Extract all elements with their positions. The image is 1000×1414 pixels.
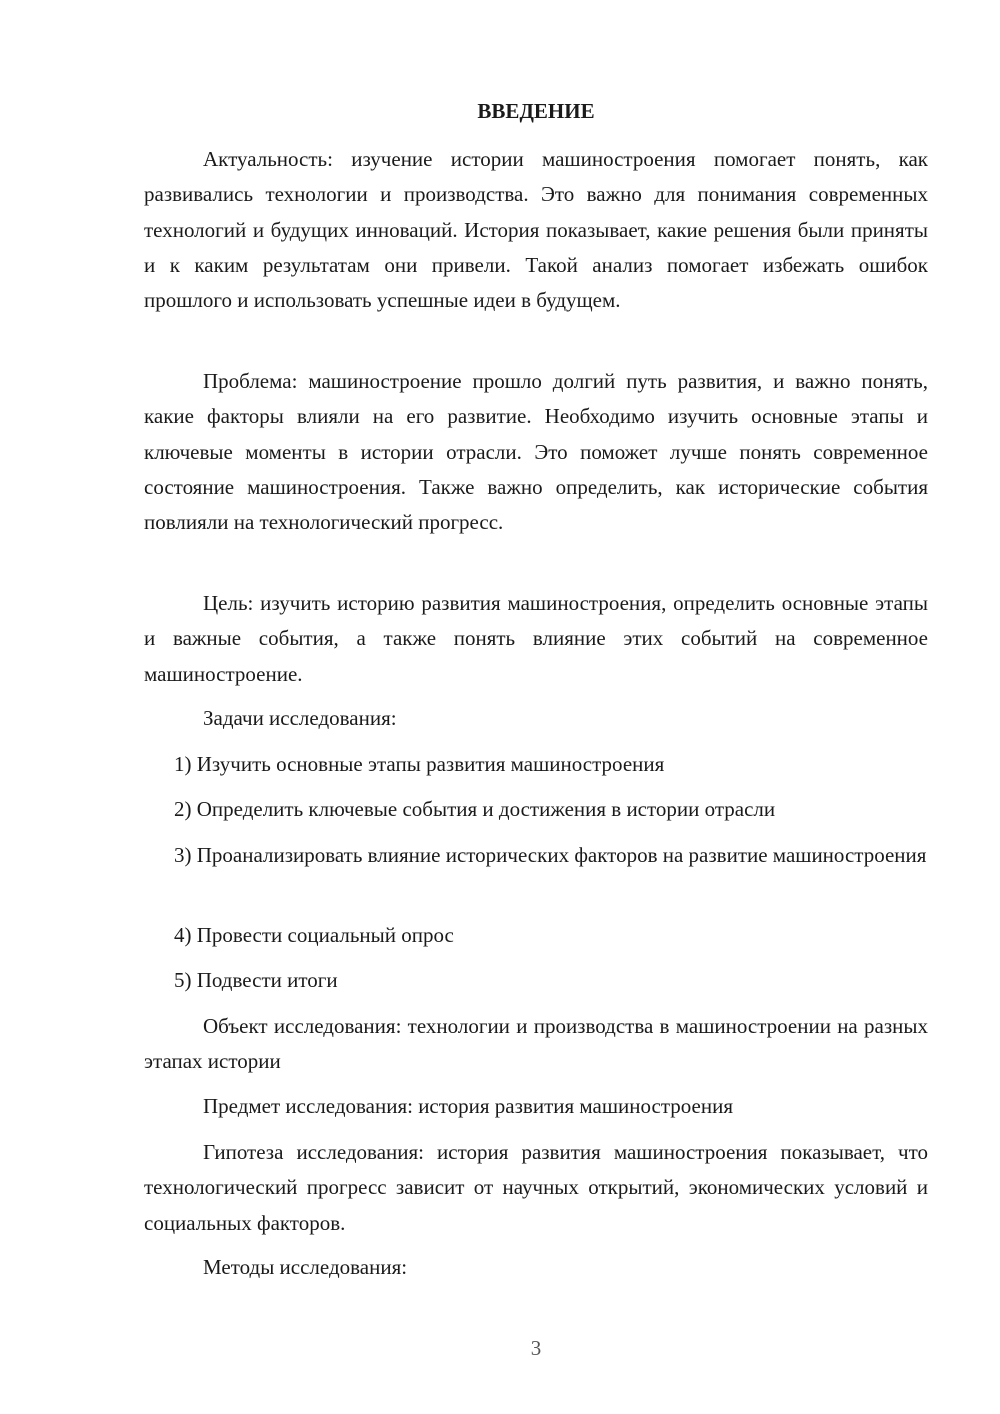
task-item-3: 3) Проанализировать влияние исторических факторов на развитие машиностроения xyxy=(174,843,927,867)
task-item-5: 5) Подвести итоги xyxy=(174,968,338,992)
paragraph-hypothesis: Гипотеза исследования: история развития машиностроения показывает, что технологический прогресс зависит от научных открытий, экономических условий и социальных факторов. xyxy=(144,1140,928,1235)
methods-heading: Методы исследования: xyxy=(203,1255,408,1279)
task-item-2: 2) Определить ключевые события и достижения в истории отрасли xyxy=(174,797,776,821)
document-page xyxy=(144,0,928,1414)
page-number: 3 xyxy=(530,1336,542,1360)
page-title: ВВЕДЕНИЕ xyxy=(477,99,595,123)
paragraph-problem: Проблема: машиностроение прошло долгий путь развития, и важно понять, какие факторы влияли на его развитие. Необходимо изучить основные этапы и ключевые моменты в истории отрасли. Это поможет лучше понять современное состояние машиностроения. Также важно определить, как исторические события повлияли на технологический прогресс. xyxy=(144,369,928,535)
tasks-heading: Задачи исследования: xyxy=(203,706,397,730)
task-item-1: 1) Изучить основные этапы развития машиностроения xyxy=(174,752,665,776)
paragraph-subject: Предмет исследования: история развития машиностроения xyxy=(203,1094,734,1118)
paragraph-object: Объект исследования: технологии и производства в машиностроении на разных этапах истории xyxy=(144,1014,928,1074)
paragraph-goal: Цель: изучить историю развития машиностроения, определить основные этапы и важные события, а также понять влияние этих событий на современное машиностроение. xyxy=(144,591,928,686)
paragraph-relevance: Актуальность: изучение истории машиностроения помогает понять, как развивались технологии и производства. Это важно для понимания современных технологий и будущих инноваций. История показывает, какие решения были приняты и к каким результатам они привели. Такой анализ помогает избежать ошибок прошлого и использовать успешные идеи в будущем. xyxy=(144,147,928,313)
task-item-4: 4) Провести социальный опрос xyxy=(174,923,454,947)
